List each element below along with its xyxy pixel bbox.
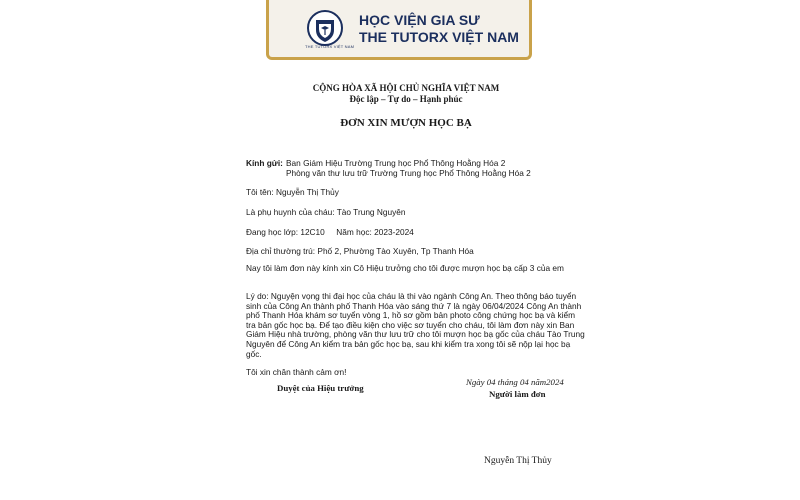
brand-line-1: HỌC VIỆN GIA SƯ	[359, 12, 480, 28]
signer-label: Người làm đơn	[489, 389, 546, 399]
applicant-name: Tôi tên: Nguyễn Thị Thủy	[246, 187, 339, 197]
class-info: Đang học lớp: 12C10 Năm học: 2023-2024	[246, 227, 414, 237]
recipient-line-2: Phòng văn thư lưu trữ Trường Trung học Phổ Thông Hoằng Hóa 2	[286, 168, 531, 178]
parent-of: Là phụ huynh của cháu: Tào Trung Nguyên	[246, 207, 406, 217]
motto: Độc lập – Tự do – Hạnh phúc	[349, 94, 463, 104]
thanks: Tôi xin chân thành cảm ơn!	[246, 367, 347, 377]
reason-paragraph: Lý do: Nguyện vọng thi đại học của cháu là thi vào ngành Công An. Theo thông báo tuyển sinh của Công An thành phố Thanh Hóa vào sáng thứ 7 là ngày 06/04/2024 Công An thành phố Thanh Hóa khám sơ tuyển vòng 1, hồ sơ gồm bản photo công chứng học bạ và kiểm tra bản gốc học bạ. Để tạo điều kiện cho việc sơ tuyển cho cháu, tôi làm đơn này xin Ban Giám Hiệu nhà trường, phòng văn thư lưu trữ cho tôi mượn học bạ gốc của cháu Tào Trung Nguyên để Công An kiểm tra bản gốc học bạ, sau khi kiểm tra xong tôi sẽ nộp lại học bạ gốc.	[246, 291, 585, 359]
recipient-label: Kính gửi:	[246, 158, 283, 168]
date-line: Ngày 04 tháng 04 năm2024	[466, 377, 564, 387]
request-paragraph: Nay tôi làm đơn này kính xin Cô Hiệu trưởng cho tôi được mượn học bạ cấp 3 của em	[246, 263, 564, 273]
signer-name: Nguyễn Thị Thủy	[484, 456, 552, 466]
document-title: ĐƠN XIN MƯỢN HỌC BẠ	[340, 117, 472, 129]
address: Địa chỉ thường trú: Phố 2, Phường Tào Xuyên, Tp Thanh Hóa	[246, 246, 474, 256]
recipient-line-1: Ban Giám Hiệu Trường Trung học Phổ Thông Hoằng Hóa 2	[286, 158, 506, 168]
logo-caption: THE TUTORX VIỆT NAM	[305, 44, 355, 49]
country-heading: CỘNG HÒA XÃ HỘI CHỦ NGHĨA VIỆT NAM	[312, 83, 500, 93]
principal-approval: Duyệt của Hiệu trưởng	[277, 383, 364, 393]
brand-line-2: THE TUTORX VIỆT NAM	[359, 29, 519, 45]
